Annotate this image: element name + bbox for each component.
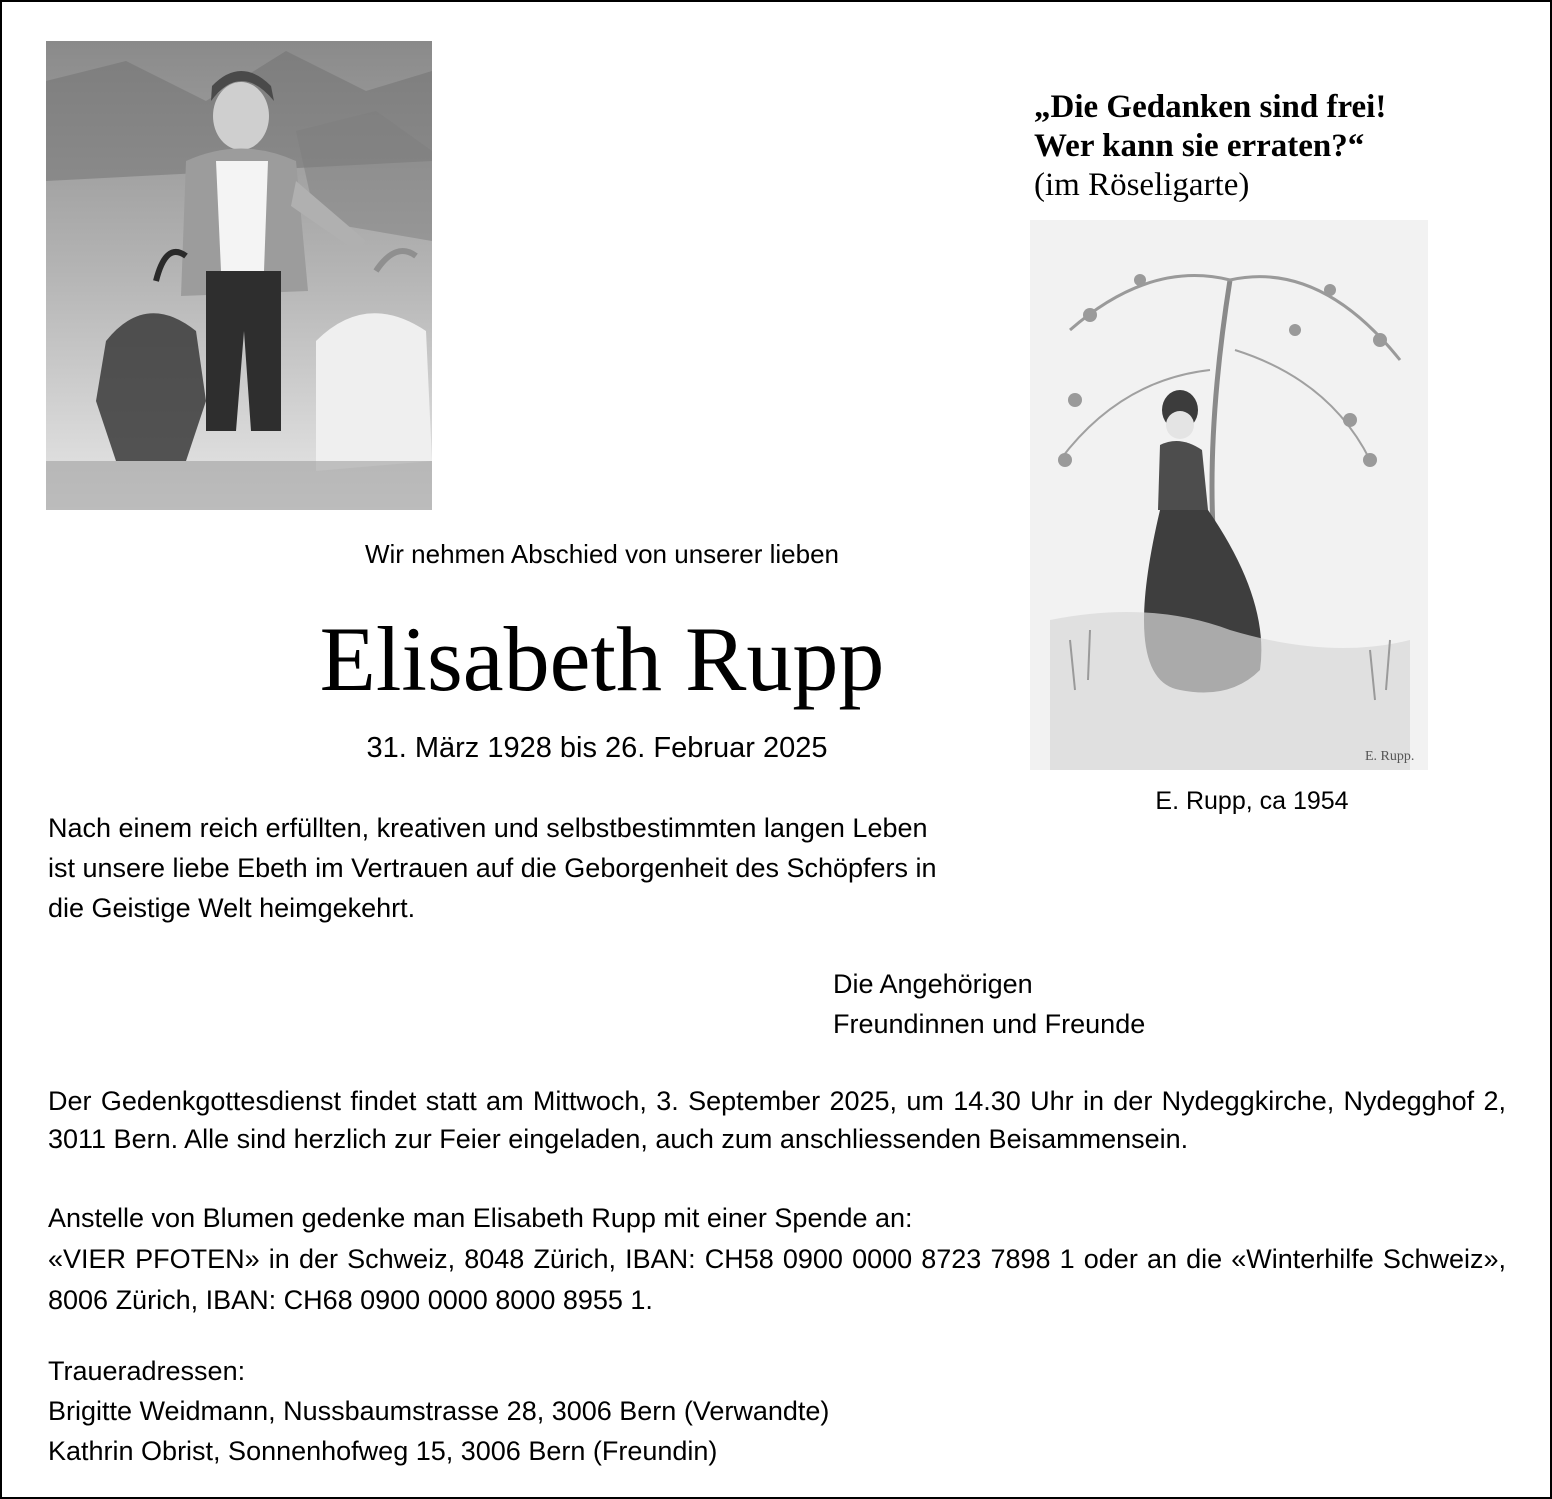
tribute-text (48, 808, 1023, 928)
address-line-2: Kathrin Obrist, Sonnenhofweg 15, 3006 Bern (Freundin) (48, 1436, 718, 1466)
addresses-heading: Traueradressen: (48, 1356, 246, 1386)
portrait-photo (46, 41, 432, 510)
quote-block (1034, 88, 1494, 205)
deceased-name: Elisabeth Rupp (319, 608, 885, 710)
mourning-addresses (48, 1351, 1148, 1471)
tribute-line-1: Nach einem reich erfüllten, kreativen und selbstbestimmten langen Leben (48, 813, 928, 843)
pencil-drawing (1030, 220, 1428, 770)
drawing-caption: E. Rupp, ca 1954 (1155, 787, 1349, 815)
tribute-line-2: ist unsere liebe Ebeth im Vertrauen auf die Geborgenheit des Schöpfers in (48, 853, 937, 883)
quote-line-2: Wer kann sie erraten?“ (1034, 128, 1365, 164)
drawing-signature: E. Rupp. (1365, 749, 1415, 764)
address-line-1: Brigitte Weidmann, Nussbaumstrasse 28, 3006 Bern (Verwandte) (48, 1396, 830, 1426)
quote-line-1: „Die Gedanken sind frei! (1034, 89, 1387, 125)
announcement-intro: Wir nehmen Abschied von unserer lieben (364, 539, 840, 569)
donation-intro: Anstelle von Blumen gedenke man Elisabeth Rupp mit einer Spende an: (48, 1203, 913, 1233)
mourners-line-2: Freundinnen und Freunde (833, 1009, 1146, 1039)
life-dates: 31. März 1928 bis 26. Februar 2025 (366, 732, 828, 764)
tribute-line-3: die Geistige Welt heimgekehrt. (48, 893, 416, 923)
mourners-line-1: Die Angehörigen (833, 969, 1033, 999)
mourners-signature (833, 964, 1433, 1044)
quote-source: (im Röseligarte) (1034, 167, 1250, 203)
memorial-service-info: Der Gedenkgottesdienst findet statt am Mittwoch, 3. September 2025, um 14.30 Uhr in der Nydeggkirche, Nydegghof 2, 3011 Bern. Alle sind herzlich zur Feier eingeladen, auch zum anschliessenden Beisammensein. (48, 1086, 1506, 1154)
donation-info (48, 1198, 1506, 1321)
donation-details: «VIER PFOTEN» in der Schweiz, 8048 Zürich, IBAN: CH58 0900 0000 8723 7898 1 oder an die «Winterhilfe Schweiz», 8006 Zürich, IBAN: CH68 0900 0000 8000 8955 1. (48, 1244, 1506, 1315)
